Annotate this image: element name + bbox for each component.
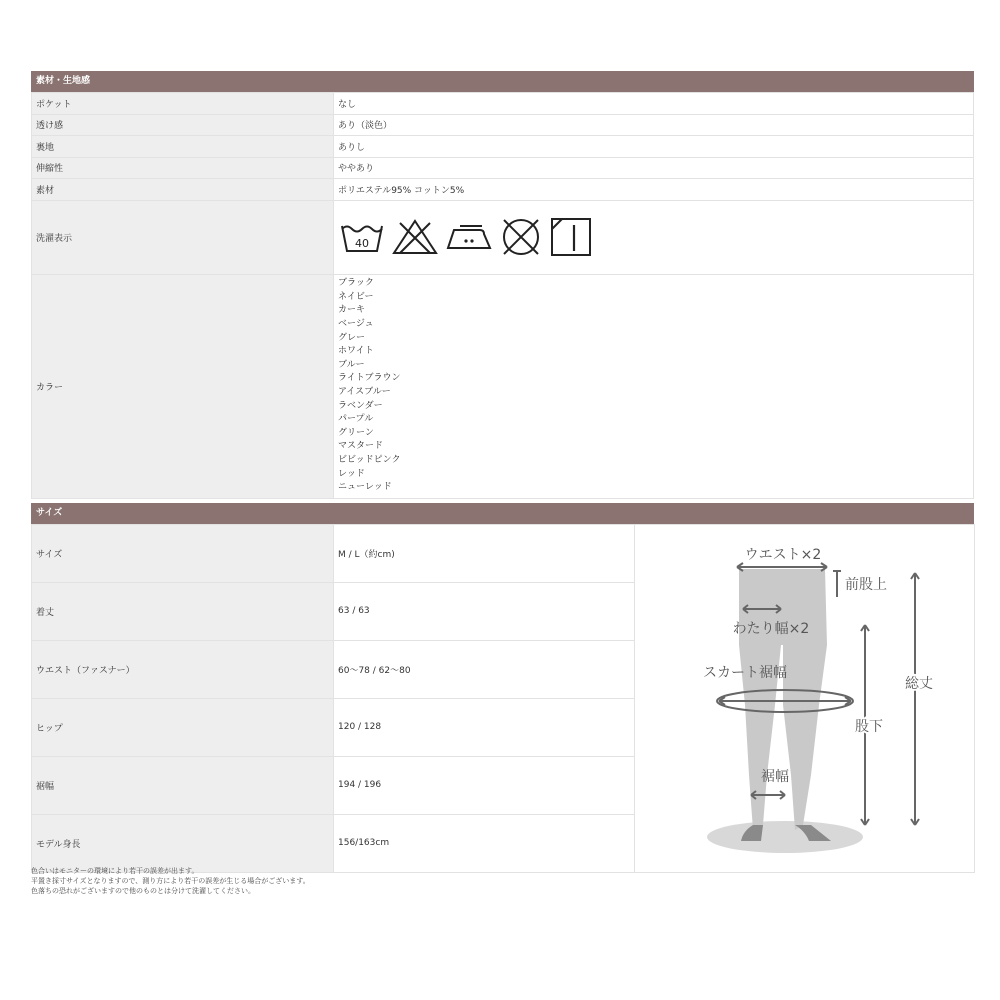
row-label: 着丈 (32, 582, 334, 640)
color-item: ブルー (338, 359, 365, 370)
material-table (31, 92, 974, 499)
color-item: パープル (338, 414, 374, 425)
row-value: 156/163cm (334, 814, 635, 872)
total-length-label: 総丈 (905, 675, 933, 692)
color-item: ネイビー (338, 291, 374, 302)
row-label: 透け感 (32, 114, 334, 136)
row-value: 194 / 196 (334, 756, 635, 814)
row-label: ポケット (32, 93, 334, 115)
no-tumble-dry-icon (500, 216, 542, 258)
care-label: 洗濯表示 (32, 200, 334, 274)
row-value: ややあり (334, 157, 974, 179)
table-row (32, 114, 974, 136)
table-row (32, 524, 975, 582)
iron-low-icon (446, 222, 492, 252)
thigh-label: わたり幅×2 (732, 620, 810, 637)
size-diagram (635, 524, 975, 872)
material-section-title: 素材・生地感 (31, 71, 974, 92)
color-item: アイスブルー (338, 387, 391, 397)
row-value: 60〜78 / 62〜80 (334, 640, 635, 698)
color-item: ブラック (338, 278, 374, 289)
color-item: レッド (338, 468, 365, 479)
color-row (32, 274, 974, 498)
row-value: なし (334, 93, 974, 115)
table-row (32, 136, 974, 158)
row-value: M / L（約cm) (334, 524, 635, 582)
color-item: ニューレッド (338, 482, 392, 493)
notes (31, 866, 310, 896)
size-section-title: サイズ (31, 503, 974, 524)
wash-temp: 40 (355, 237, 369, 250)
table-row (32, 93, 974, 115)
front-rise-label: 前股上 (845, 576, 887, 593)
row-label: ヒップ (32, 698, 334, 756)
color-item: ライトブラウン (338, 373, 401, 384)
color-item: ラベンダー (338, 400, 383, 411)
waist-label: ウエスト×2 (744, 546, 822, 563)
note-line: 色落ちの恐れがございますので他のものとは分けて洗濯してください。 (31, 887, 255, 895)
skirt-hem-label: スカート裾幅 (703, 664, 787, 681)
note-line: 平置き採寸サイズとなりますので、測り方により若干の誤差が生じる場合がございます。 (31, 877, 310, 885)
row-label: モデル身長 (32, 814, 334, 872)
floor-shadow (707, 821, 863, 853)
row-label: サイズ (32, 524, 334, 582)
row-label: 素材 (32, 179, 334, 201)
color-item: グレー (338, 332, 366, 343)
table-row (32, 157, 974, 179)
row-value: ありし (334, 136, 974, 158)
row-value: あり（淡色） (334, 114, 974, 136)
color-item: ホワイト (338, 346, 374, 357)
row-value: ポリエステル95% コットン5% (334, 179, 974, 201)
skirt-measurement-figure (635, 525, 973, 869)
care-row (32, 200, 974, 274)
color-item: ビビッドピンク (338, 454, 401, 465)
inseam-label: 股下 (855, 718, 883, 735)
wash-40-icon (340, 220, 384, 254)
color-item: ベージュ (338, 319, 374, 330)
product-spec (31, 71, 974, 873)
note-line: 色合いはモニターの環境により若干の誤差が出ます。 (31, 867, 199, 875)
color-values (334, 274, 974, 498)
no-bleach-icon (392, 219, 438, 255)
color-item: カーキ (338, 305, 366, 316)
row-label: 裾幅 (32, 756, 334, 814)
care-icons (334, 200, 974, 274)
color-list (338, 277, 969, 495)
row-label: 伸縮性 (32, 157, 334, 179)
row-value: 120 / 128 (334, 698, 635, 756)
hem-label: 裾幅 (761, 768, 789, 785)
color-label: カラー (32, 274, 334, 498)
color-item: マスタード (338, 441, 384, 452)
row-value: 63 / 63 (334, 582, 635, 640)
row-label: ウエスト（ファスナー） (32, 640, 334, 698)
size-table (31, 524, 975, 873)
table-row (32, 179, 974, 201)
line-dry-shade-icon (550, 217, 592, 257)
row-label: 裏地 (32, 136, 334, 158)
color-item: グリーン (338, 427, 374, 438)
